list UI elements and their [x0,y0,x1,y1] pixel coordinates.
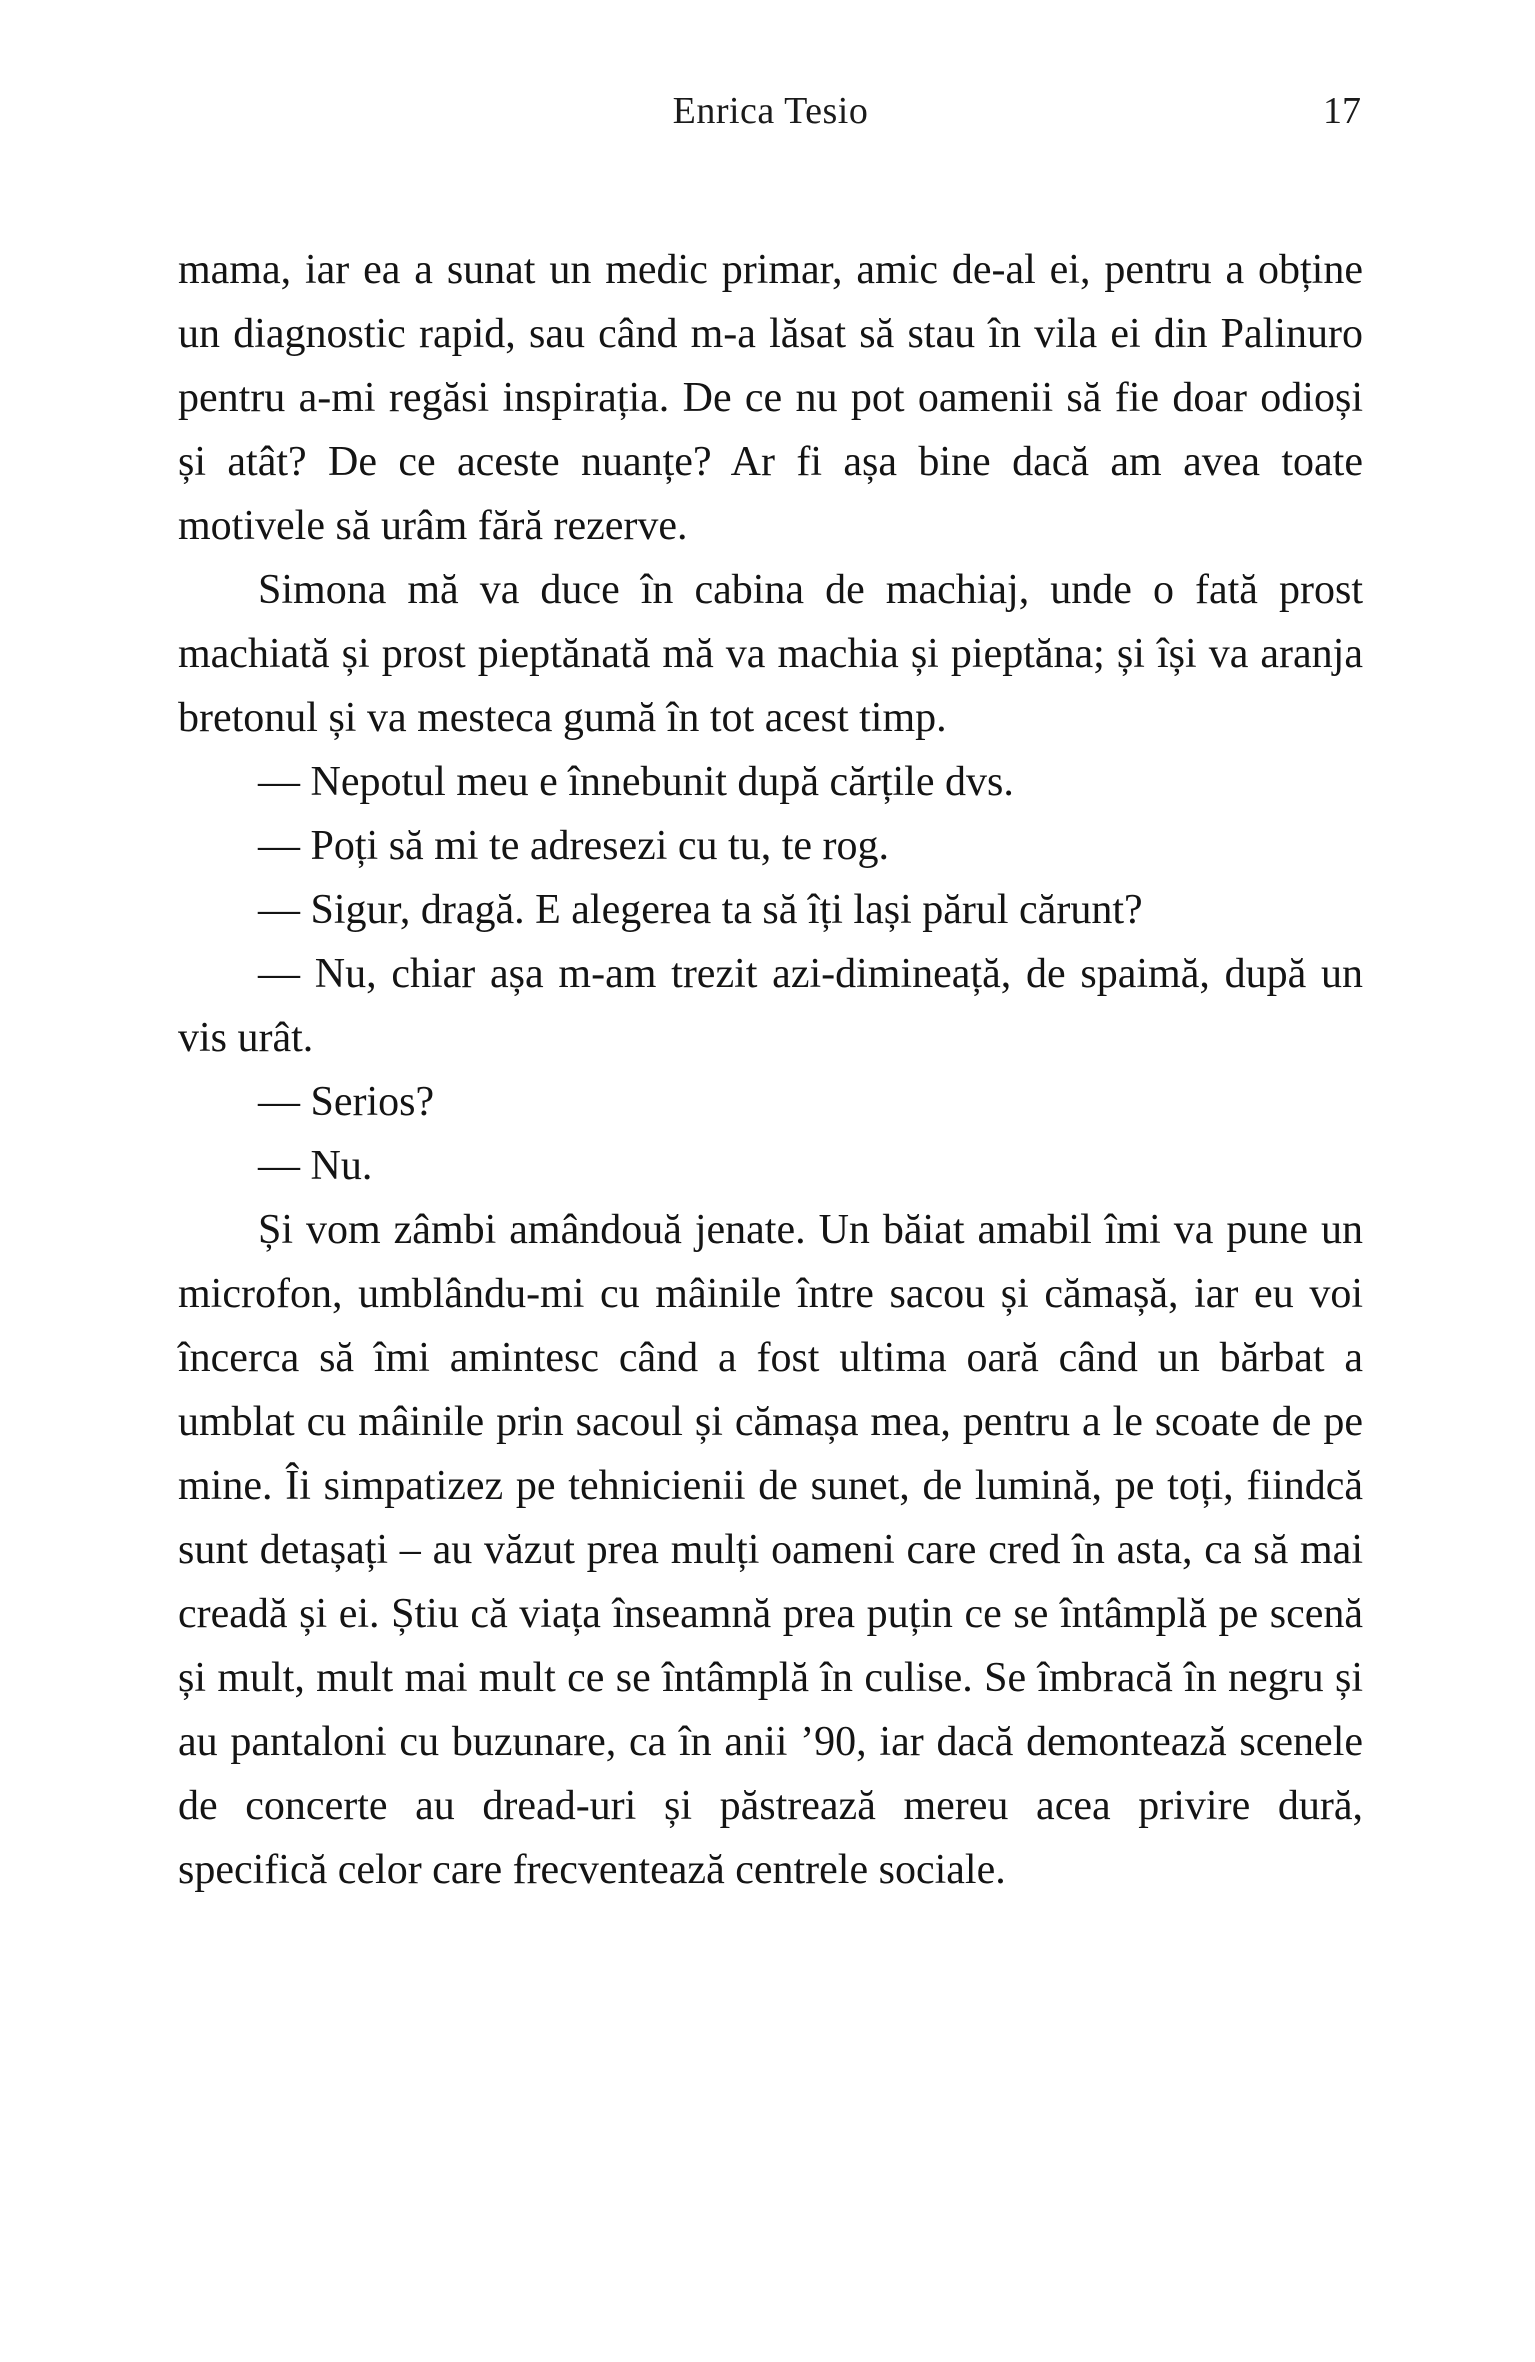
dialogue-line: — Nu. [258,1143,373,1189]
page-body [178,238,1363,1902]
dialogue-line: — Sigur, dragă. E alegerea ta să îți lași părul cărunt? [258,887,1143,933]
paragraph-continuation: mama, iar ea a sunat un medic primar, amic de-al ei, pentru a obține un diagnostic rapid, sau când m-a lăsat să stau în vila ei din Palinuro pentru a-mi regăsi inspirația. De ce nu pot oamenii să fie doar odioși și atât? De ce aceste nuanțe? Ar fi așa bine dacă am avea toate motivele să urâm fără rezerve. [178,247,1363,549]
dialogue-line: — Nepotul meu e înnebunit după cărțile dvs. [258,759,1014,805]
page-header [178,86,1363,136]
paragraph: Și vom zâmbi amândouă jenate. Un băiat amabil îmi va pune un microfon, umblându-mi cu mâinile între sacou și cămașă, iar eu voi încerca să îmi amintesc când a fost ultima oară când un bărbat a umblat cu mâinile prin sacoul și cămașa mea, pentru a le scoate de pe mine. Îi simpatizez pe tehnicienii de sunet, de lumină, pe toți, fiindcă sunt detașați – au văzut prea mulți oameni care cred în asta, ca să mai creadă și ei. Știu că viața înseamnă prea puțin ce se întâmplă pe scenă și mult, mult mai mult ce se întâmplă în culise. Se îmbracă în negru și au pantaloni cu buzunare, ca în anii ’90, iar dacă demontează scenele de concerte au dread-uri și păstrează mereu acea privire dură, specifică celor care frecventează centrele sociale. [178,1207,1363,1893]
dialogue-line: — Poți să mi te adresezi cu tu, te rog. [258,823,890,869]
dialogue-line: — Serios? [258,1079,435,1125]
running-title: Enrica Tesio [672,90,869,132]
page-number: 17 [1323,90,1361,132]
paragraph: Simona mă va duce în cabina de machiaj, unde o fată prost machiată și prost pieptănată mă va machia și pieptăna; și își va aranja bretonul și va mesteca gumă în tot acest timp. [178,567,1363,741]
dialogue-line: — Nu, chiar așa m-am trezit azi-dimineață, de spaimă, după un vis urât. [178,951,1363,1061]
